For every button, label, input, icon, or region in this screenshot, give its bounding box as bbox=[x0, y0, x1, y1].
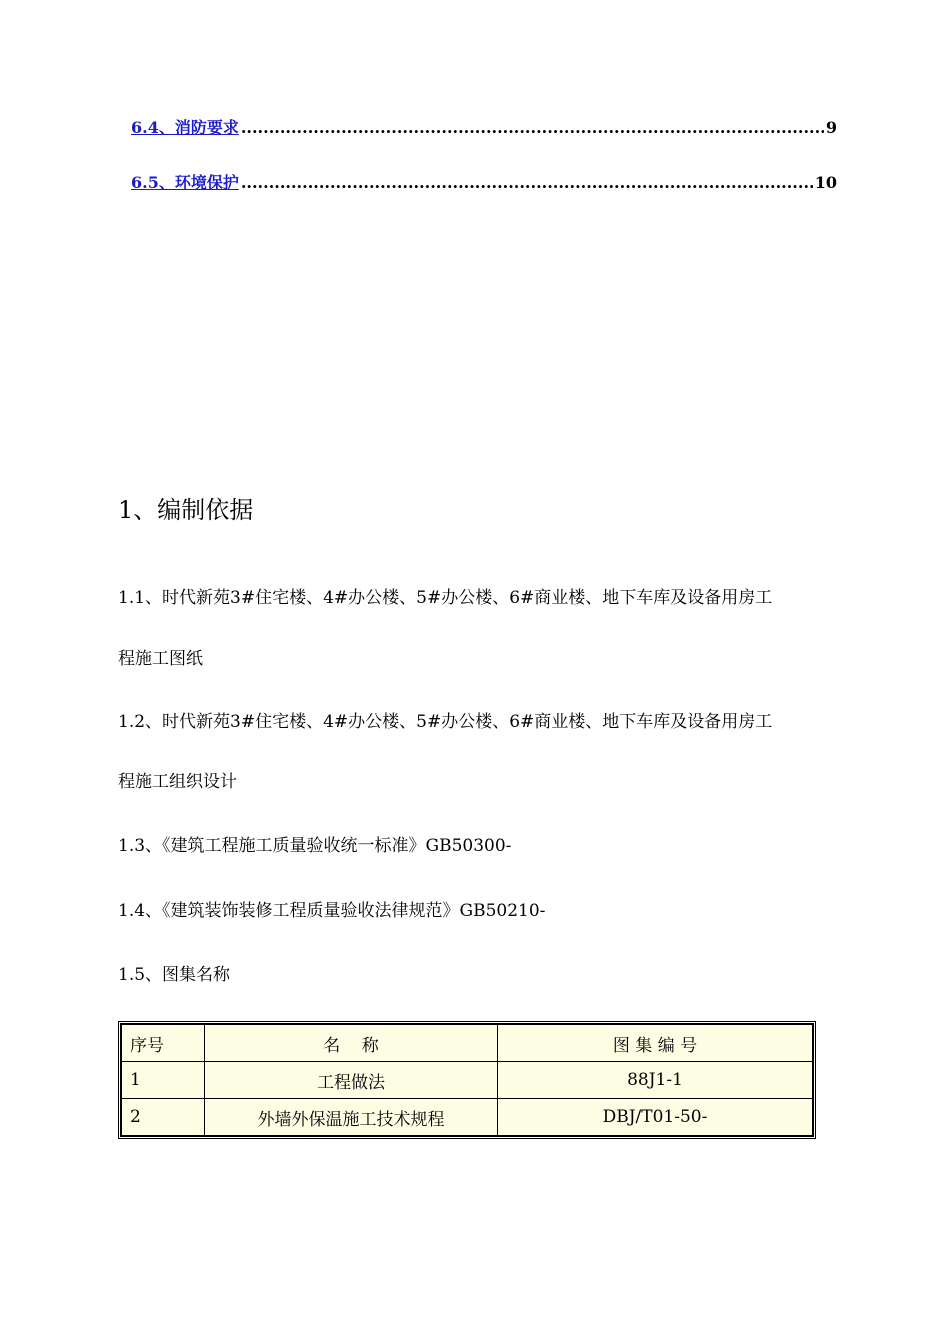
header-cell-name: 名 称 bbox=[205, 1025, 498, 1062]
toc-link[interactable]: 6.5、环境保护 bbox=[131, 173, 239, 192]
table-header-row bbox=[122, 1025, 813, 1062]
cell-name: 外墙外保温施工技术规程 bbox=[205, 1099, 498, 1136]
cell-index: 2 bbox=[122, 1099, 205, 1136]
paragraph-1-2-line2: 程施工组织设计 bbox=[118, 772, 237, 792]
cell-index: 1 bbox=[122, 1062, 205, 1099]
header-cell-index: 序号 bbox=[122, 1025, 205, 1062]
paragraph-1-5: 1.5、图集名称 bbox=[118, 965, 231, 985]
atlas-table bbox=[118, 1021, 816, 1139]
paragraph-1-3: 1.3、《建筑工程施工质量验收统一标准》GB50300- bbox=[118, 836, 512, 856]
paragraph-1-2-line1: 1.2、时代新苑3#住宅楼、4#办公楼、5#办公楼、6#商业楼、地下车库及设备用房工 bbox=[118, 712, 773, 732]
paragraph-1-4: 1.4、《建筑装饰装修工程质量验收法律规范》GB50210- bbox=[118, 901, 546, 921]
table-row bbox=[122, 1062, 813, 1099]
toc-page-number: 9 bbox=[825, 118, 837, 137]
toc-leader-dots bbox=[241, 173, 813, 192]
toc-entry-6-5[interactable] bbox=[131, 170, 837, 193]
toc-page-number: 10 bbox=[814, 173, 837, 192]
paragraph-1-1-line1: 1.1、时代新苑3#住宅楼、4#办公楼、5#办公楼、6#商业楼、地下车库及设备用房工 bbox=[118, 588, 773, 608]
section-heading: 1、编制依据 bbox=[118, 496, 254, 524]
toc-entry-6-4[interactable] bbox=[131, 115, 837, 138]
header-cell-code: 图 集 编 号 bbox=[498, 1025, 813, 1062]
cell-code: 88J1-1 bbox=[498, 1062, 813, 1099]
cell-code: DBJ/T01-50- bbox=[498, 1099, 813, 1136]
toc-leader-dots bbox=[241, 118, 824, 137]
toc-link[interactable]: 6.4、消防要求 bbox=[131, 118, 239, 137]
table-row bbox=[122, 1099, 813, 1136]
paragraph-1-1-line2: 程施工图纸 bbox=[118, 649, 203, 669]
cell-name: 工程做法 bbox=[205, 1062, 498, 1099]
